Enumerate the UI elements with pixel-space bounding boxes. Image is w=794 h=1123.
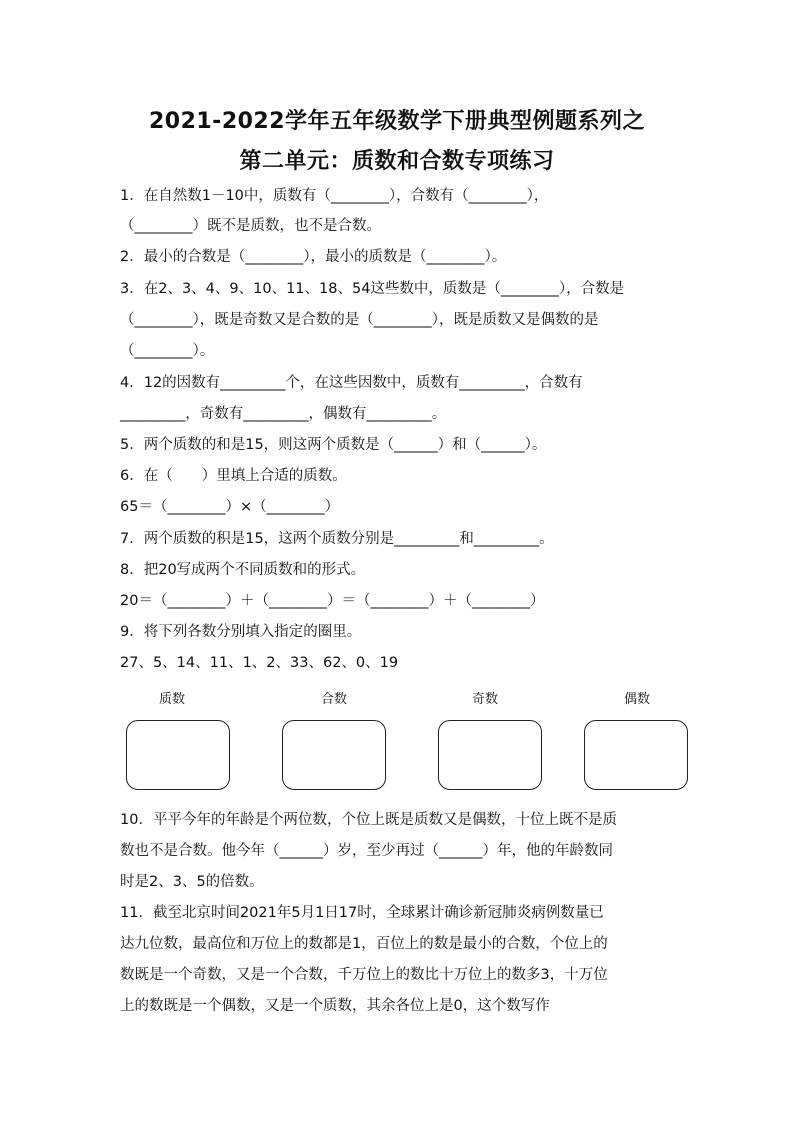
- prime-answer-box[interactable]: [126, 720, 230, 790]
- question-line: （________），既是奇数又是合数的是（________），既是质数又是偶数的是: [120, 312, 599, 328]
- question-line: 数也不是合数。他今年（______）岁，至少再过（______）年，他的年龄数同: [120, 843, 613, 859]
- question-line: 3．在2、3、4、9、10、11、18、54这些数中，质数是（________），合数是: [120, 281, 625, 297]
- box-label-even: 偶数: [623, 692, 650, 707]
- question-line: 9．将下列各数分别填入指定的圈里。: [120, 624, 362, 640]
- question-line: 65＝（________）×（________）: [120, 499, 340, 515]
- question-line: 20＝（________）＋（________）＝（________）＋（________）: [120, 593, 545, 609]
- question-line: 数既是一个奇数，又是一个合数，千万位上的数比十万位上的数多3，十万位: [120, 967, 608, 983]
- question-line: 7．两个质数的积是15，这两个质数分别是_________和_________。: [120, 531, 554, 547]
- even-answer-box[interactable]: [584, 720, 688, 790]
- question-line: 1．在自然数1－10中，质数有（________），合数有（________），: [120, 188, 549, 204]
- question-line: 上的数既是一个偶数，又是一个质数，其余各位上是0，这个数写作: [120, 998, 550, 1014]
- question-line: 10．平平今年的年龄是个两位数，个位上既是质数又是偶数，十位上既不是质: [120, 812, 617, 828]
- document-subtitle: 第二单元：质数和合数专项练习: [239, 149, 555, 174]
- document-title: 2021-2022学年五年级数学下册典型例题系列之: [148, 109, 646, 134]
- question-line: 6．在（ ）里填上合适的质数。: [120, 468, 347, 484]
- question-line: 11．截至北京时间2021年5月1日17时，全球累计确诊新冠肺炎病例数量已: [120, 905, 604, 921]
- number-list: 27、5、14、11、1、2、33、62、0、19: [120, 655, 399, 671]
- box-label-odd: 奇数: [471, 692, 498, 707]
- question-line: 时是2、3、5的倍数。: [120, 874, 264, 890]
- question-line: （________）。: [120, 343, 215, 359]
- composite-answer-box[interactable]: [282, 720, 386, 790]
- box-label-prime: 质数: [158, 692, 185, 707]
- question-line: 2．最小的合数是（________），最小的质数是（________）。: [120, 249, 507, 265]
- box-label-composite: 合数: [320, 692, 347, 707]
- question-line: （________）既不是质数，也不是合数。: [120, 218, 381, 234]
- odd-answer-box[interactable]: [438, 720, 542, 790]
- question-line: _________，奇数有_________，偶数有_________。: [120, 406, 447, 422]
- question-line: 5．两个质数的和是15，则这两个质数是（______）和（______）。: [120, 437, 547, 453]
- question-line: 4．12的因数有_________个，在这些因数中，质数有_________，合数有: [120, 375, 583, 391]
- question-line: 达九位数，最高位和万位上的数都是1，百位上的数是最小的合数，个位上的: [120, 936, 608, 952]
- question-line: 8．把20写成两个不同质数和的形式。: [120, 562, 366, 578]
